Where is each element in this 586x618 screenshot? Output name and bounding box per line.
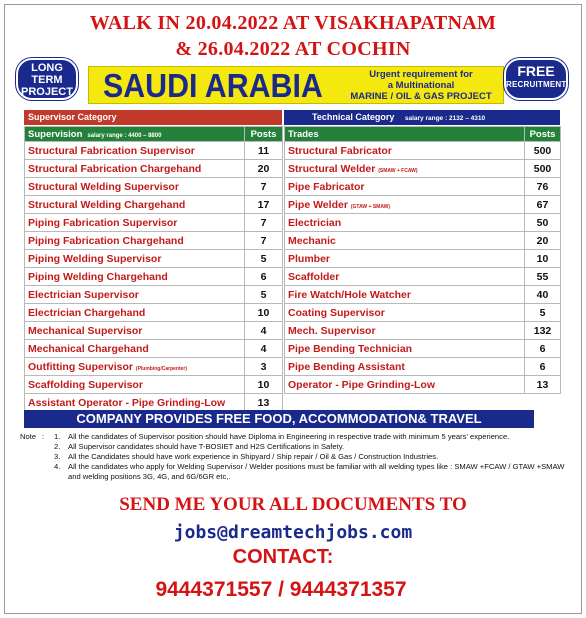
job-title: Fire Watch/Hole Watcher — [288, 288, 411, 301]
job-title: Piping Fabrication Chargehand — [28, 234, 184, 247]
job-title-cell — [25, 376, 245, 394]
note-colon: : — [42, 432, 45, 441]
job-title-cell — [285, 358, 525, 376]
job-title-cell — [285, 178, 525, 196]
requirement-line: MARINE / OIL & GAS PROJECT — [350, 91, 492, 102]
job-title-cell — [285, 322, 525, 340]
job-title-cell — [285, 304, 525, 322]
table-row — [25, 394, 283, 412]
job-title: Pipe Bending Assistant — [288, 360, 405, 373]
job-title-cell — [285, 268, 525, 286]
posts-count: 11 — [245, 142, 283, 160]
job-title: Electrician Supervisor — [28, 288, 139, 301]
posts-count: 500 — [525, 160, 561, 178]
table-row — [285, 376, 561, 394]
note-text: All the candidates who apply for Welding Supervisor / Welder positions must be familiar with all welding types like : SMAW +FCAW / GTAW +SMAW and welding positions 3G, 4G, and 6G/6GR etc,. — [68, 462, 565, 481]
job-title-cell — [285, 286, 525, 304]
job-title-cell — [285, 142, 525, 160]
job-title: Coating Supervisor — [288, 306, 385, 319]
note-label: Note — [20, 432, 37, 441]
job-title-cell — [285, 376, 525, 394]
posts-count: 10 — [245, 376, 283, 394]
table-row — [285, 322, 561, 340]
category-label: Supervisor Category — [28, 112, 117, 122]
table-row — [285, 196, 561, 214]
posts-count: 76 — [525, 178, 561, 196]
table-row — [285, 214, 561, 232]
table-row — [285, 250, 561, 268]
badge-text: TERM — [31, 74, 63, 86]
note-item — [20, 442, 565, 452]
table-row — [25, 250, 283, 268]
table-row — [285, 268, 561, 286]
table-header-row — [285, 127, 561, 142]
table-header-row — [25, 127, 283, 142]
job-title-cell — [25, 250, 245, 268]
job-title-cell — [25, 142, 245, 160]
table-row — [25, 358, 283, 376]
posts-count: 4 — [245, 322, 283, 340]
job-title: Operator - Pipe Grinding-Low — [288, 378, 435, 391]
table-row — [25, 268, 283, 286]
table-row — [285, 304, 561, 322]
column-header-trades: Trades — [285, 127, 525, 142]
table-row — [25, 322, 283, 340]
note-number: 3. — [54, 452, 61, 461]
job-title-cell — [285, 214, 525, 232]
job-title-cell — [285, 196, 525, 214]
requirement-line: a Multinational — [387, 80, 455, 91]
supervisor-category-header — [24, 110, 282, 125]
country-title: SAUDI ARABIA — [103, 67, 323, 104]
posts-count: 7 — [245, 214, 283, 232]
long-term-project-badge — [16, 58, 78, 100]
job-title: Electrician Chargehand — [28, 306, 146, 319]
free-recruitment-badge — [504, 58, 568, 100]
badge-text: FREE — [517, 63, 555, 79]
note-number: 4. — [54, 462, 61, 471]
walkin-heading-line2: & 26.04.2022 AT COCHIN — [175, 38, 411, 60]
job-title-cell — [25, 160, 245, 178]
job-title-cell — [285, 340, 525, 358]
free-benefits-banner: COMPANY PROVIDES FREE FOOD, ACCOMMODATION& TRAVEL — [24, 410, 534, 428]
badge-text: RECRUITMENT — [506, 80, 567, 89]
job-title-cell — [25, 214, 245, 232]
job-title: Mechanical Supervisor — [28, 324, 143, 337]
table-row — [25, 160, 283, 178]
job-title: Piping Welding Supervisor — [28, 252, 162, 265]
job-title-cell — [285, 232, 525, 250]
contact-email[interactable]: jobs@dreamtechjobs.com — [173, 522, 413, 543]
job-title-cell — [25, 322, 245, 340]
posts-count: 5 — [245, 286, 283, 304]
note-text: All Supervisor candidates should have T-BOSIET and H2S Certifications in Safety. — [68, 442, 345, 451]
send-documents-text: SEND ME YOUR ALL DOCUMENTS TO — [119, 494, 467, 515]
contact-phones[interactable]: 9444371557 / 9444371357 — [155, 578, 407, 601]
table-row — [285, 358, 561, 376]
posts-count: 17 — [245, 196, 283, 214]
salary-range: salary range : 2132 – 4310 — [404, 115, 486, 122]
badge-text: LONG — [31, 62, 63, 74]
table-row — [285, 340, 561, 358]
table-row — [285, 160, 561, 178]
country-banner — [88, 66, 504, 104]
posts-count: 40 — [525, 286, 561, 304]
job-title: Piping Fabrication Supervisor — [28, 216, 178, 229]
job-title-cell — [25, 358, 245, 376]
note-item — [20, 462, 565, 482]
job-title: Outfitting Supervisor — [28, 360, 133, 373]
job-title: Structural Fabrication Chargehand — [28, 162, 202, 175]
column-header-posts: Posts — [245, 127, 283, 142]
job-title-cell — [25, 304, 245, 322]
table-row — [25, 196, 283, 214]
job-title-cell — [25, 394, 245, 412]
category-label: Technical Category — [312, 112, 395, 122]
job-title-note: (GTAW + SMAW) — [350, 203, 391, 210]
posts-count: 132 — [525, 322, 561, 340]
job-title-cell — [25, 286, 245, 304]
job-title: Structural Welder — [288, 162, 376, 175]
note-number: 2. — [54, 442, 61, 451]
table-row — [25, 286, 283, 304]
project-requirement — [341, 69, 501, 102]
job-title: Pipe Bending Technician — [288, 342, 413, 355]
posts-count: 13 — [525, 376, 561, 394]
job-title-note: (SMAW + FCAW) — [378, 167, 418, 174]
badge-text: PROJECT — [21, 86, 73, 98]
technical-table — [284, 126, 561, 394]
job-title-note: (Plumbing/Carpenter) — [135, 365, 188, 372]
job-title: Pipe Fabricator — [288, 180, 365, 193]
job-title: Pipe Welder — [288, 198, 348, 211]
notes-section — [20, 432, 565, 482]
salary-range: salary range : 4400 – 8800 — [87, 132, 162, 139]
posts-count: 4 — [245, 340, 283, 358]
posts-count: 55 — [525, 268, 561, 286]
job-title: Scaffolder — [288, 270, 340, 283]
table-row — [25, 340, 283, 358]
table-row — [25, 304, 283, 322]
column-header-posts: Posts — [525, 127, 561, 142]
note-text: All the candidates of Supervisor position should have Diploma in Engineering in respective trade with minimum 5 years' experience. — [68, 432, 510, 441]
posts-count: 13 — [245, 394, 283, 412]
job-title-cell — [25, 232, 245, 250]
table-row — [25, 142, 283, 160]
posts-count: 10 — [525, 250, 561, 268]
table-row — [25, 376, 283, 394]
posts-count: 10 — [245, 304, 283, 322]
posts-count: 67 — [525, 196, 561, 214]
job-title: Structural Fabricator — [288, 144, 392, 157]
note-text: All the Candidates should have work experience in Shipyard / Ship repair / Oil & Gas / Construction Industries. — [68, 452, 439, 461]
job-title: Scaffolding Supervisor — [28, 378, 143, 391]
job-title-cell — [25, 178, 245, 196]
job-title: Mechanic — [288, 234, 336, 247]
job-title-cell — [25, 340, 245, 358]
table-row — [25, 214, 283, 232]
note-number: 1. — [54, 432, 61, 441]
job-title: Plumber — [288, 252, 331, 265]
table-row — [285, 142, 561, 160]
table-row — [285, 178, 561, 196]
table-row — [285, 286, 561, 304]
posts-count: 5 — [525, 304, 561, 322]
note-item — [20, 452, 565, 462]
job-title: Mechanical Chargehand — [28, 342, 149, 355]
job-title: Electrician — [288, 216, 342, 229]
job-title: Mech. Supervisor — [288, 324, 376, 337]
posts-count: 5 — [245, 250, 283, 268]
job-title-cell — [285, 250, 525, 268]
posts-count: 6 — [245, 268, 283, 286]
note-item — [20, 432, 565, 442]
job-title-cell — [285, 160, 525, 178]
posts-count: 50 — [525, 214, 561, 232]
contact-label: CONTACT: — [232, 546, 334, 568]
posts-count: 20 — [525, 232, 561, 250]
table-row — [285, 232, 561, 250]
job-title: Piping Welding Chargehand — [28, 270, 168, 283]
posts-count: 7 — [245, 178, 283, 196]
technical-category-header — [284, 110, 560, 125]
posts-count: 3 — [245, 358, 283, 376]
job-title: Assistant Operator - Pipe Grinding-Low — [28, 396, 226, 409]
table-row — [25, 232, 283, 250]
job-title: Structural Welding Supervisor — [28, 180, 179, 193]
posts-count: 500 — [525, 142, 561, 160]
posts-count: 6 — [525, 358, 561, 376]
posts-count: 6 — [525, 340, 561, 358]
posts-count: 20 — [245, 160, 283, 178]
requirement-line: Urgent requirement for — [369, 69, 473, 80]
job-title-cell — [25, 196, 245, 214]
job-title: Structural Fabrication Supervisor — [28, 144, 195, 157]
posts-count: 7 — [245, 232, 283, 250]
column-header-supervision: Supervision salary range : 4400 – 8800 — [25, 127, 245, 142]
table-row — [25, 178, 283, 196]
job-title: Structural Welding Chargehand — [28, 198, 186, 211]
job-title-cell — [25, 268, 245, 286]
walkin-heading-line1: WALK IN 20.04.2022 AT VISAKHAPATNAM — [89, 12, 497, 34]
supervisor-table — [24, 126, 283, 412]
